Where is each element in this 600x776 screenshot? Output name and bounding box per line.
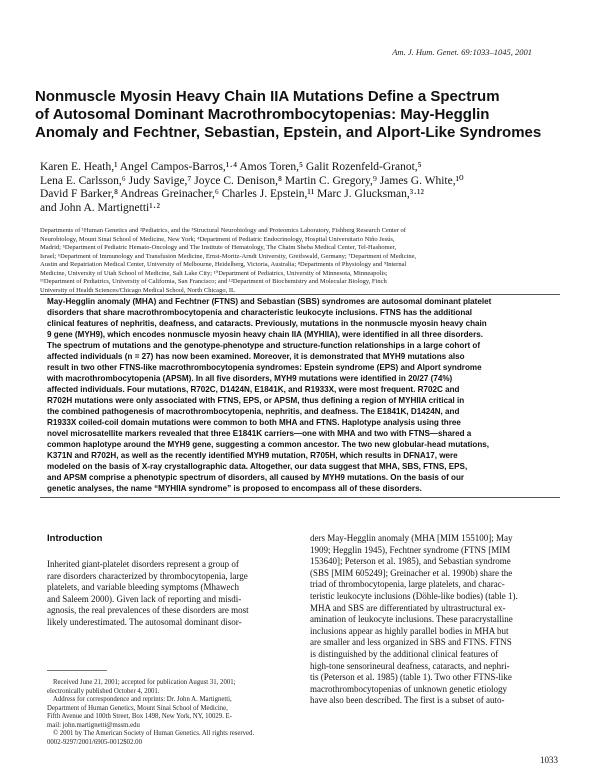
abstract-line: and APSM comprise a phenotypic spectrum of disorders, all caused by MYH9 mutations. On the basis of our <box>47 473 465 482</box>
body-line: amination of leukocyte inclusions. These paracrystalline <box>310 614 513 625</box>
body-line: and Saleem 2000). Given lack of reporting and misdi- <box>47 593 242 604</box>
abstract-line: clinical features of nephritis, deafness, and cataracts. Previously, mutations in the nonmuscle myosin heavy chain <box>47 319 487 328</box>
body-line: MHA and SBS are differentiated by ultrastructural ex- <box>310 602 506 613</box>
body-line: Inherited giant-platelet disorders represent a group of <box>47 559 239 569</box>
body-line: (SBS [MIM 605249]; Greinacher et al. 1990b) share the <box>310 567 513 578</box>
footnote-line: Fifth Avenue and 100th Street, Box 1498, New York, NY, 10029. E- <box>47 713 232 720</box>
introduction-right-text <box>310 533 560 707</box>
abstract-line: with macrothrombocytopenia (APSM). In all five disorders, MYH9 mutations were identified in 20/27 (74%) <box>47 374 453 383</box>
footnote-line: Department of Human Genetics, Mount Sinai School of Medicine, <box>47 704 228 712</box>
abstract-line: common haplotype around the MYH9 gene, suggesting a common ancestor. The two new globular-head mutations, <box>47 440 490 449</box>
affiliation-line: ¹¹Department of Pediatrics, University of California, San Francisco; and ¹²Department of Biochemistry and Molecular Biology, Finch <box>40 278 387 285</box>
footnote-line: Received June 21, 2001; accepted for publication August 31, 2001; <box>53 679 236 686</box>
footnotes <box>47 679 289 747</box>
footnote-rule <box>47 670 107 671</box>
body-line: 153640]; Peterson et al. 1985), and Sebastian syndrome <box>310 556 511 567</box>
article-title <box>35 88 555 142</box>
abstract-line: 9 gene (MYH9), which encodes nonmuscle myosin heavy chain IIA (MYHIIA), were identified in all three disorders. <box>47 330 483 339</box>
abstract-line: affected individuals. Four mutations, R702C, D1424N, E1841K, and R1933X, were most frequent. R702C and <box>47 385 460 394</box>
title-line: of Autosomal Dominant Macrothrombocytopenias: May-Hegglin <box>35 106 490 123</box>
affiliation-line: Neurobiology, Mount Sinai School of Medicine, New York; ⁴Department of Pediatric Endocrinology, Hospital Universitario Niño Jesús, <box>40 235 395 243</box>
left-column <box>47 533 289 629</box>
abstract-line: genetic analyses, the name “MYHIIA syndrome” is proposed to encompass all of these disorders. <box>47 484 422 493</box>
affiliation-line: Medicine, University of Utah School of Medicine, Salt Lake City; ¹⁰Department of Pediatrics, University of Minnesota, Minneapolis; <box>40 269 388 277</box>
footnote-line: mail: john.martignetti@mssm.edu <box>47 721 140 729</box>
journal-citation: Am. J. Hum. Genet. 69:1033–1045, 2001 <box>392 47 532 57</box>
abstract-top-rule <box>40 294 560 295</box>
body-line: inclusions appear as highly parallel bodies in MHA but <box>310 625 509 636</box>
abstract-line: result in two other FTNS-like macrothrombocytopenia syndromes: Epstein syndrome (EPS) and Alport syndrome <box>47 363 482 372</box>
body-line: 1909; Hegglin 1945), Fechtner syndrome (FTNS [MIM <box>310 544 511 555</box>
footnote-line: © 2001 by The American Society of Human Genetics. All rights reserved. <box>53 730 255 737</box>
body-line: triad of thrombocytopenia, large platelets, and charac- <box>310 579 505 590</box>
abstract-line: May-Hegglin anomaly (MHA) and Fechtner (FTNS) and Sebastian (SBS) syndromes are autosomal dominant platelet <box>47 297 492 306</box>
footnote-line: electronically published October 4, 2001. <box>47 687 160 695</box>
author-line: and John A. Martignetti¹·² <box>40 201 160 214</box>
abstract-line: R702H mutations were only associated with FTNS, EPS, or APSM, thus defining a region of MYHIIA critical in <box>47 396 465 405</box>
page-number: 1033 <box>540 755 558 765</box>
author-line: David F Barker,⁸ Andreas Greinacher,⁶ Charles J. Epstein,¹¹ Marc J. Glucksman,³·¹² <box>40 188 424 200</box>
body-line: have also been described. The first is a subset of auto- <box>310 695 505 706</box>
body-line: ders May-Hegglin anomaly (MHA [MIM 155100]; May <box>310 533 513 543</box>
abstract-line: novel microsatellite markers revealed that three E1841K carriers—one with MHA and two with FTNS—shared a <box>47 429 472 438</box>
body-line: is distinguished by the additional clinical features of <box>310 648 499 659</box>
body-line: agnosis, the real prevalences of these disorders are most <box>47 605 249 616</box>
body-line: are smaller and less organized in SBS and FTNS. FTNS <box>310 637 512 648</box>
abstract-line: the combined pathogenesis of macrothrombocytopenia, nephritis, and deafness. The E1841K, D1424N, and <box>47 407 460 416</box>
author-list <box>40 161 560 215</box>
abstract-line: R1933X coiled-coil domain mutations were common to both MHA and FTNS. Haplotype analysis using three <box>47 418 461 427</box>
abstract <box>47 296 557 494</box>
affiliation-line: Madrid; ⁵Department of Pediatric Hemato-Oncology and The Institute of Hematology, The Chaim Sheba Medical Center, Tel-Hashomer, <box>40 244 397 251</box>
abstract-line: K371N and R702H, as well as the recently identified MYH9 mutation, R705H, which results in DFNA17, were <box>47 451 458 460</box>
affiliation-line: Departments of ¹Human Genetics and ²Pediatrics, and the ³Structural Neurobiology and Proteomics Laboratory, Fishberg Research Center of <box>40 227 406 234</box>
body-line: macrothrombocytopenias of unknown genetic etiology <box>310 683 507 694</box>
body-line: rare disorders characterized by thrombocytopenia, large <box>47 570 248 581</box>
title-line: Anomaly and Fechtner, Sebastian, Epstein, and Alport-Like Syndromes <box>35 124 542 141</box>
body-line: high-tone sensorineural deafness, cataracts, and nephri- <box>310 660 510 671</box>
affiliation-line: Austin and Repatriation Medical Center, University of Melbourne, Heidelberg, Victoria, Australia; ⁸Departments of Physiology and ⁹Internal <box>40 261 407 268</box>
abstract-line: The spectrum of mutations and the genotype-phenotype and structure-function relationships in a large cohort of <box>47 341 481 350</box>
introduction-left-text <box>47 559 289 629</box>
abstract-line: disorders that share macrothrombocytopenia and characteristic leukocyte inclusions. FTNS has the additional <box>47 308 473 317</box>
section-heading-introduction: Introduction <box>47 533 103 544</box>
body-line: tis (Peterson et al. 1985) (table 1). Two other FTNS-like <box>310 672 512 683</box>
footnote-line: Address for correspondence and reprints: Dr. John A. Martignetti, <box>53 696 232 703</box>
body-line: platelets, and variable bleeding symptoms (Mhawech <box>47 582 239 593</box>
affiliation-line: Israel; ⁶Department of Immunology and Transfusion Medicine, Ernst-Moritz-Arndt University, Greifswald, Germany; ⁷Department of Medicine, <box>40 252 417 260</box>
body-line: likely underestimated. The autosomal dominant disor- <box>47 616 242 627</box>
abstract-line: modeled on the basis of X-ray crystallographic data. Altogether, our data suggest that MHA, SBS, FTNS, EPS, <box>47 462 468 471</box>
affiliation-line: University of Health Sciences/Chicago Medical School, North Chicago, IL <box>40 286 235 294</box>
affiliations <box>40 227 560 295</box>
author-line: Karen E. Heath,¹ Angel Campos-Barros,¹·⁴ Amos Toren,⁵ Galit Rozenfeld-Granot,⁵ <box>40 161 422 173</box>
right-column <box>310 533 560 707</box>
abstract-line: affected individuals (n = 27) has now been examined. Moreover, it is demonstrated that MYH9 mutations also <box>47 352 465 361</box>
body-line: teristic leukocyte inclusions (Döhle-like bodies) (table 1). <box>310 590 518 601</box>
footnote-line: 0002-9297/2001/6905-0012$02.00 <box>47 738 142 746</box>
abstract-bottom-rule <box>40 497 560 498</box>
title-line: Nonmuscle Myosin Heavy Chain IIA Mutations Define a Spectrum <box>35 88 500 105</box>
author-line: Lena E. Carlsson,⁶ Judy Savige,⁷ Joyce C. Denison,⁸ Martin C. Gregory,⁹ James G. White,¹⁰ <box>40 174 464 187</box>
